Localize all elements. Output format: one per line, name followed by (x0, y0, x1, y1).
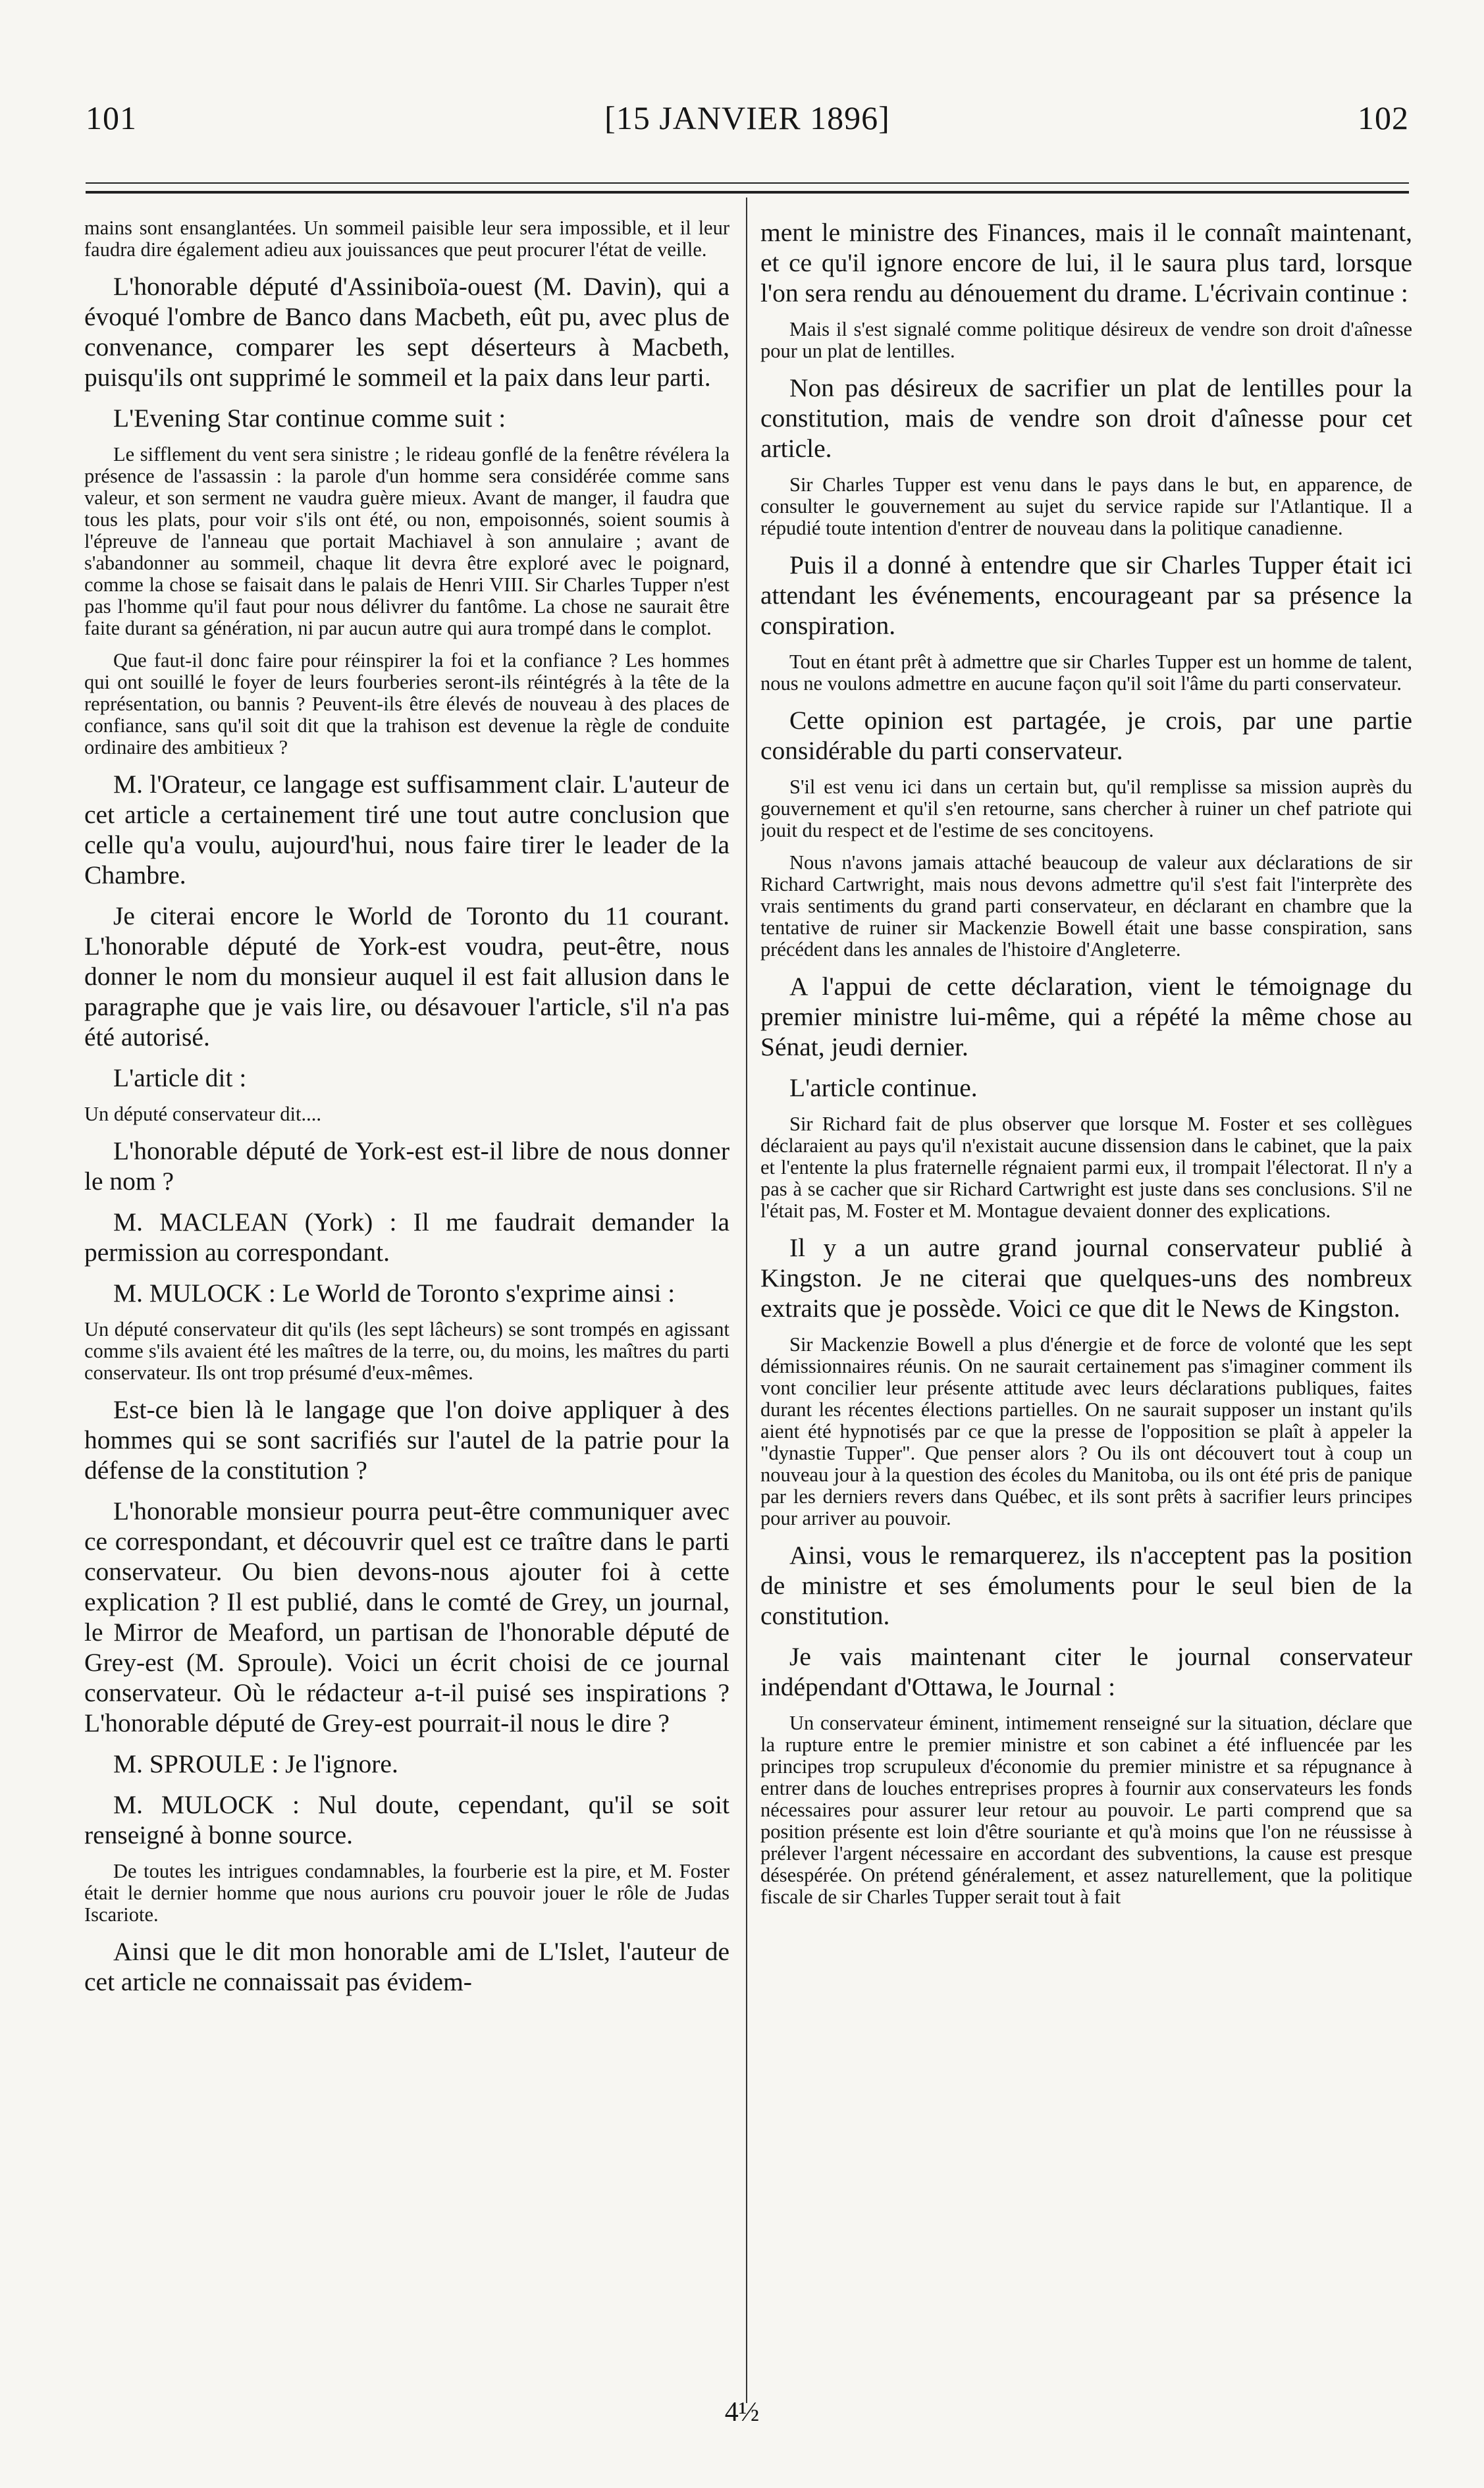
body-paragraph: Je vais maintenant citer le journal conservateur indépendant d'Ottawa, le Journal : (760, 1642, 1412, 1701)
body-paragraph: ment le ministre des Finances, mais il le connaît maintenant, et ce qu'il ignore encore de lui, il le saura plus tard, lorsque l'on sera rendu au dénouement du drame. L'écrivain continue : (760, 218, 1412, 307)
body-paragraph: Est-ce bien là le langage que l'on doive appliquer à des hommes qui se sont sacrifiés sur l'autel de la patrie pour la défense de la constitution ? (84, 1395, 729, 1485)
quote-paragraph: De toutes les intrigues condamnables, la fourberie est la pire, et M. Foster était le dernier homme que nous aurions cru pouvoir jouer le rôle de Judas Iscariote. (84, 1860, 729, 1926)
header-rule-thin (86, 182, 1409, 184)
body-paragraph: L'article dit : (113, 1063, 247, 1092)
speaker-paragraph: M. MULOCK : Le World de Toronto s'exprime ainsi : (113, 1279, 676, 1308)
quote-paragraph: Sir Mackenzie Bowell a plus d'énergie et de force de volonté que les sept démissionnaires réunis. On ne saurait certainement pas s'imaginer comment ils vont concilier leur présente attitude avec leurs déclarations publiques, faites durant les récentes élections partielles. On ne saurait supposer un instant qu'ils aient été hypnotisés par ce que la presse de l'opposition se plaît à appeler la "dynastie Tupper". Que penser alors ? Ou ils ont découvert tout à coup un nouveau jour à la question des écoles du Manitoba, ou ils ont été pris de panique par les derniers revers dans Québec, et ils sont prêts à sacrifier leurs principes pour arriver au pouvoir. (760, 1333, 1412, 1529)
body-paragraph: Puis il a donné à entendre que sir Charles Tupper était ici attendant les événements, encourageant par sa présence la conspiration. (760, 550, 1412, 640)
quote-paragraph: Sir Charles Tupper est venu dans le pays dans le but, en apparence, de consulter le gouvernement au sujet du service rapide sur l'Atlantique. Il a répudié toute intention d'entrer de nouveau dans la politique canadienne. (760, 473, 1412, 539)
body-paragraph: M. l'Orateur, ce langage est suffisamment clair. L'auteur de cet article a certainement tiré une tout autre conclusion que celle qu'a voulu, aujourd'hui, nous faire tirer le leader de la Chambre. (84, 770, 729, 889)
body-paragraph: Il y a un autre grand journal conservateur publié à Kingston. Je ne citerai que quelques-uns des nombreux extraits que je possède. Voici ce que dit le News de Kingston. (760, 1233, 1412, 1323)
page-header (86, 99, 1409, 151)
quote-paragraph: mains sont ensanglantées. Un sommeil paisible leur sera impossible, et il leur faudra dire également adieu aux jouissances que peut procurer l'état de veille. (84, 217, 729, 261)
quote-paragraph: Un député conservateur dit qu'ils (les sept lâcheurs) se sont trompés en agissant comme s'ils avaient été les maîtres de la terre, ou, du moins, les maîtres du parti conservateur. Ils ont trop présumé d'eux-mêmes. (84, 1318, 729, 1384)
body-paragraph: Ainsi que le dit mon honorable ami de L'Islet, l'auteur de cet article ne connaissait pas évidem- (84, 1937, 729, 1996)
speaker-paragraph: M. MULOCK : Nul doute, cependant, qu'il se soit renseigné à bonne source. (84, 1790, 729, 1849)
body-paragraph: L'Evening Star continue comme suit : (113, 404, 506, 433)
body-paragraph: A l'appui de cette déclaration, vient le témoignage du premier ministre lui-même, qui a répété la même chose au Sénat, jeudi dernier. (760, 972, 1412, 1061)
body-paragraph: L'article continue. (789, 1073, 978, 1102)
column-divider (746, 198, 747, 2403)
signature-mark: 4½ (724, 2397, 760, 2427)
right-column (760, 217, 1412, 2390)
quote-paragraph: Un député conservateur dit.... (84, 1103, 321, 1125)
quote-paragraph: Tout en étant prêt à admettre que sir Charles Tupper est un homme de talent, nous ne voulons admettre en aucune façon qu'il soit l'âme du parti conservateur. (760, 650, 1412, 695)
page-number-left: 101 (86, 99, 137, 136)
body-paragraph: L'honorable député d'Assiniboïa-ouest (M. Davin), qui a évoqué l'ombre de Banco dans Macbeth, eût pu, avec plus de convenance, comparer les sept déserteurs à Macbeth, puisqu'ils ont supprimé le sommeil et la paix dans leur parti. (84, 272, 729, 392)
quote-paragraph: S'il est venu ici dans un certain but, qu'il remplisse sa mission auprès du gouvernement et qu'il s'en retourne, sans chercher à ruiner un chef patriote qui jouit du respect et de l'estime de ses concitoyens. (760, 776, 1412, 841)
page-number-right: 102 (1358, 99, 1409, 136)
body-paragraph: Non pas désireux de sacrifier un plat de lentilles pour la constitution, mais de vendre son droit d'aînesse pour cet article. (760, 373, 1412, 463)
body-paragraph: Cette opinion est partagée, je crois, par une partie considérable du parti conservateur. (760, 706, 1412, 765)
body-paragraph: Ainsi, vous le remarquerez, ils n'acceptent pas la position de ministre et ses émoluments pour le seul bien de la constitution. (760, 1541, 1412, 1630)
quote-paragraph: Que faut-il donc faire pour réinspirer la foi et la confiance ? Les hommes qui ont souillé le foyer de leurs fourberies seront-ils réintégrés à la tête de la représentation, ou bannis ? Peuvent-ils être élevés de nouveau à des places de confiance, sans qu'il soit dit que la trahison est devenue la règle de conduite ordinaire des ambitieux ? (84, 649, 729, 758)
quote-paragraph: Nous n'avons jamais attaché beaucoup de valeur aux déclarations de sir Richard Cartwright, mais nous devons admettre qu'il s'est fait l'interprète des vrais sentiments du grand parti conservateur, en déclarant en chambre que la tentative de ruiner sir Mackenzie Bowell était une basse conspiration, sans précédent dans les annales de l'histoire d'Angleterre. (760, 851, 1412, 961)
body-paragraph: L'honorable monsieur pourra peut-être communiquer avec ce correspondant, et découvrir quel est ce traître dans le parti conservateur. Ou bien devons-nous ajouter foi à cette explication ? Il est publié, dans le comté de Grey, un journal, le Mirror de Meaford, un partisan de l'honorable député de Grey-est (M. Sproule). Voici un écrit choisi de ce journal conservateur. Où le rédacteur a-t-il puisé ses inspirations ? L'honorable député de Grey-est pourrait-il nous le dire ? (84, 1496, 729, 1737)
quote-paragraph: Un conservateur éminent, intimement renseigné sur la situation, déclare que la rupture entre le premier ministre et son cabinet a été influencée par les principes trop scrupuleux d'économie du premier ministre et sa répugnance à entrer dans de louches entreprises propres à fournir aux conservateurs les fonds nécessaires pour assurer leur retour au pouvoir. Le parti comprend que sa position présente est loin d'être souriante et qu'à moins que l'on ne réussisse à prélever l'argent nécessaire en accordant des subventions, la cause est presque désespérée. On prétend généralement, et assez naturellement, que la politique fiscale de sir Charles Tupper serait tout à fait (760, 1712, 1412, 1908)
quote-paragraph: Le sifflement du vent sera sinistre ; le rideau gonflé de la fenêtre révélera la présence de l'assassin : la parole d'un homme sera considérée comme sans valeur, et son serment ne vaudra guère mieux. Avant de manger, il faudra que tous les plats, pour voir s'ils ont été, ou non, empoisonnés, soient soumis à l'épreuve de l'anneau que portait Machiavel à son annulaire ; avant de s'abandonner au sommeil, chaque lit devra être exploré avec le poignard, comme la chose se faisait dans le palais de Henri VIII. Sir Charles Tupper n'est pas l'homme qu'il faut pour nous délivrer du fantôme. La chose ne saurait être faite durant sa génération, ni par aucun autre qui aura trompé dans le complot. (84, 443, 729, 639)
body-paragraph: L'honorable député de York-est est-il libre de nous donner le nom ? (84, 1136, 729, 1196)
speaker-paragraph: M. SPROULE : Je l'ignore. (113, 1749, 398, 1778)
quote-paragraph: Sir Richard fait de plus observer que lorsque M. Foster et ses collègues déclaraient au pays qu'il n'existait aucune dissension dans le cabinet, que la paix et l'entente la plus fraternelle régnaient parmi eux, il trompait l'électorat. Il n'y a pas à se cacher que sir Richard Cartwright est juste dans ses conclusions. S'il ne l'était pas, M. Foster et M. Montague devaient donner des explications. (760, 1113, 1412, 1222)
quote-paragraph: Mais il s'est signalé comme politique désireux de vendre son droit d'aînesse pour un plat de lentilles. (760, 318, 1412, 362)
header-date: [15 JANVIER 1896] (604, 99, 890, 136)
speaker-paragraph: M. MACLEAN (York) : Il me faudrait demander la permission au correspondant. (84, 1207, 729, 1267)
left-column (84, 217, 729, 2390)
header-rule-thick (86, 191, 1409, 194)
body-paragraph: Je citerai encore le World de Toronto du 11 courant. L'honorable député de York-est voudra, peut-être, nous donner le nom du monsieur auquel il est fait allusion dans le paragraphe que je vais lire, ou désavouer l'article, s'il n'a pas été autorisé. (84, 901, 729, 1051)
